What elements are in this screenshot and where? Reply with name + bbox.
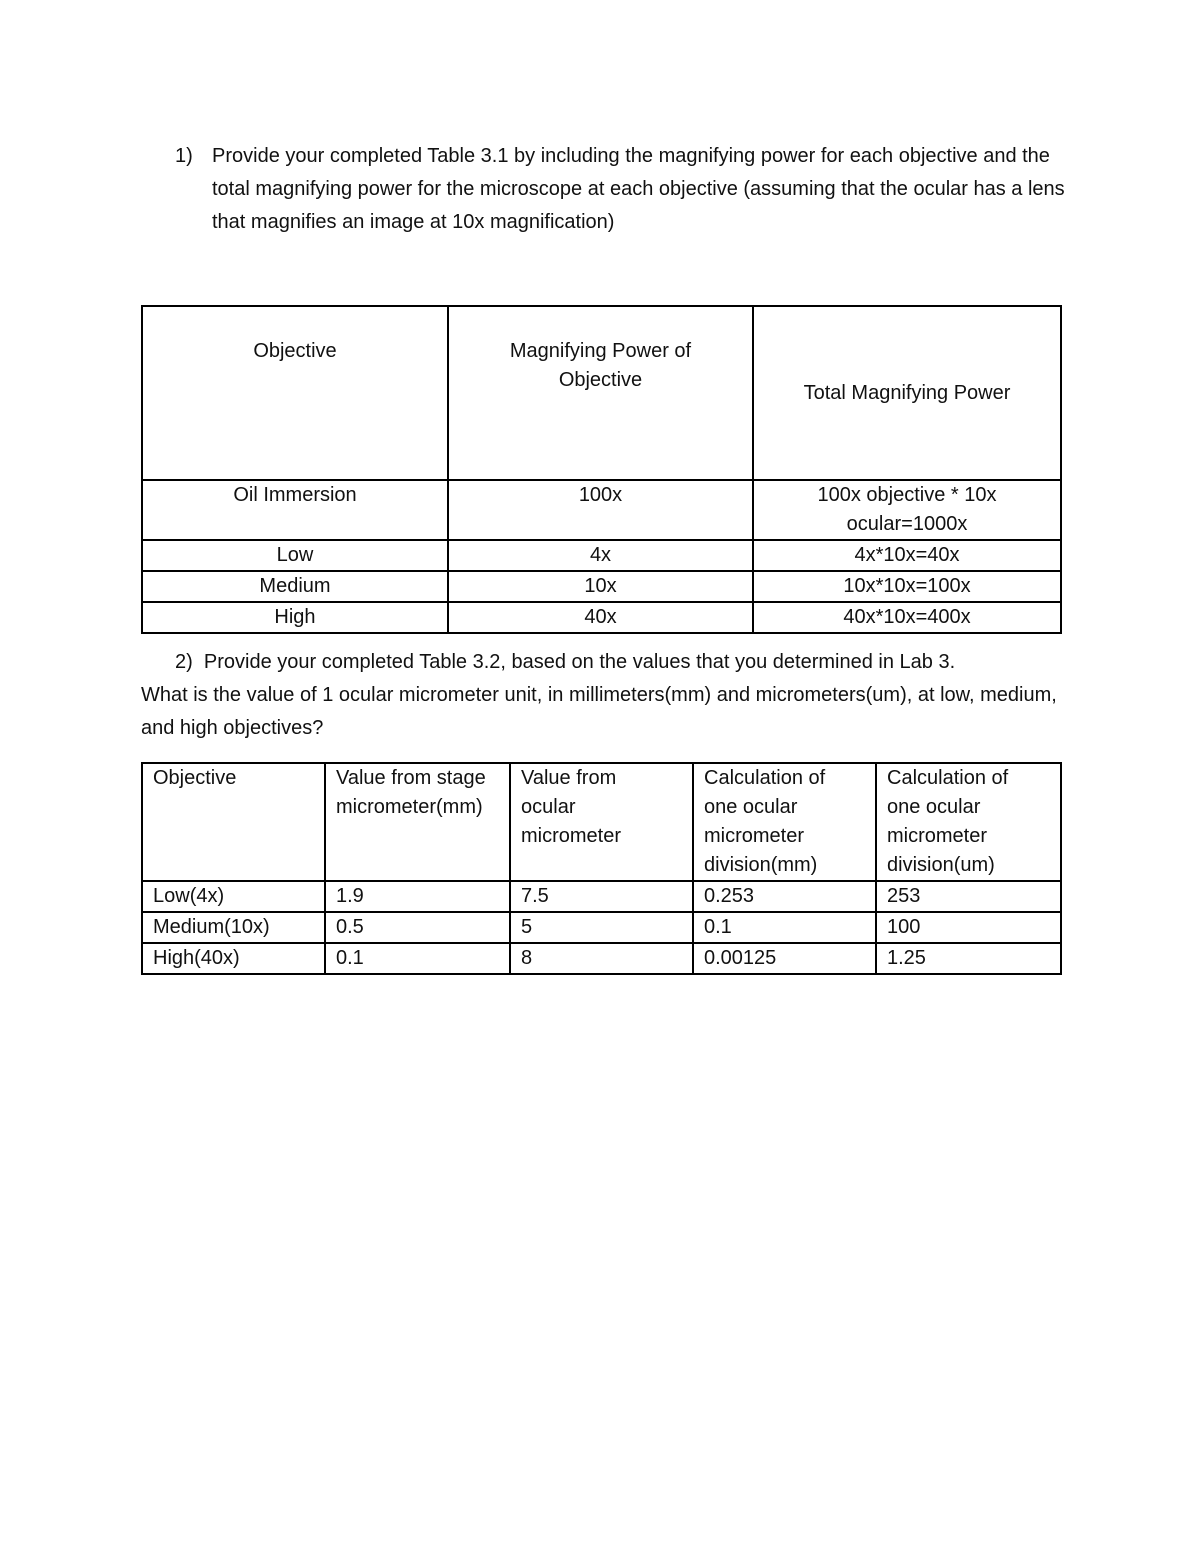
question-1-number: 1) (175, 145, 193, 167)
table-cell: Oil Immersion (142, 480, 448, 540)
table-3-1 (141, 305, 1062, 634)
table-cell: 40x (448, 602, 753, 633)
table-cell: 0.00125 (693, 943, 876, 974)
question-2 (141, 646, 1071, 745)
table-cell: 10x (448, 571, 753, 602)
question-2-text: Provide your completed Table 3.2, based on the values that you determined in Lab 3. (203, 651, 956, 673)
table-cell: Low (142, 540, 448, 571)
table-cell: 0.5 (325, 912, 510, 943)
table-row (142, 881, 1061, 912)
table-cell: 4x*10x=40x (753, 540, 1061, 571)
table-cell: 1.25 (876, 943, 1061, 974)
table-cell: 7.5 (510, 881, 693, 912)
table-cell: 10x*10x=100x (753, 571, 1061, 602)
header-cell: Objective (142, 763, 325, 881)
table-cell: 40x*10x=400x (753, 602, 1061, 633)
table-cell: 100x (448, 480, 753, 540)
table-cell: 0.1 (325, 943, 510, 974)
table-cell: 100x objective * 10x ocular=1000x (753, 480, 1061, 540)
header-cell: Calculation of one ocular micrometer division(um) (876, 763, 1061, 881)
table-cell: 0.253 (693, 881, 876, 912)
table-cell: 253 (876, 881, 1061, 912)
table-cell: 0.1 (693, 912, 876, 943)
table-cell: 4x (448, 540, 753, 571)
table-header-row (142, 763, 1061, 881)
table-row (142, 480, 1061, 540)
table-3-2 (141, 762, 1062, 975)
question-2-text-2: What is the value of 1 ocular micrometer unit, in millimeters(mm) and micrometers(um), at low, medium, and high objectives? (141, 684, 1057, 739)
table-row (142, 943, 1061, 974)
table-row (142, 571, 1061, 602)
header-cell: Value from stage micrometer(mm) (325, 763, 510, 881)
table-cell: 100 (876, 912, 1061, 943)
question-1-text: Provide your completed Table 3.1 by including the magnifying power for each objective and the total magnifying power for the microscope at each objective (assuming that the ocular has a lens that magnifies an image at 10x magnification) (212, 145, 1065, 233)
header-cell: Total Magnifying Power (753, 306, 1061, 480)
table-cell: 5 (510, 912, 693, 943)
table-cell: High (142, 602, 448, 633)
table-cell: High(40x) (142, 943, 325, 974)
table-row (142, 540, 1061, 571)
table-cell: Medium(10x) (142, 912, 325, 943)
table-cell: Low(4x) (142, 881, 325, 912)
header-cell: Calculation of one ocular micrometer division(mm) (693, 763, 876, 881)
table-cell: 8 (510, 943, 693, 974)
table-cell: 1.9 (325, 881, 510, 912)
header-cell: Objective (142, 306, 448, 480)
table-row (142, 912, 1061, 943)
question-1 (175, 140, 1075, 239)
table-row (142, 602, 1061, 633)
question-2-number: 2) (175, 651, 193, 673)
question-2-line-1 (141, 646, 1071, 679)
header-cell: Magnifying Power of Objective (448, 306, 753, 480)
header-cell: Value from ocular micrometer (510, 763, 693, 881)
table-cell: Medium (142, 571, 448, 602)
table-header-row (142, 306, 1061, 480)
